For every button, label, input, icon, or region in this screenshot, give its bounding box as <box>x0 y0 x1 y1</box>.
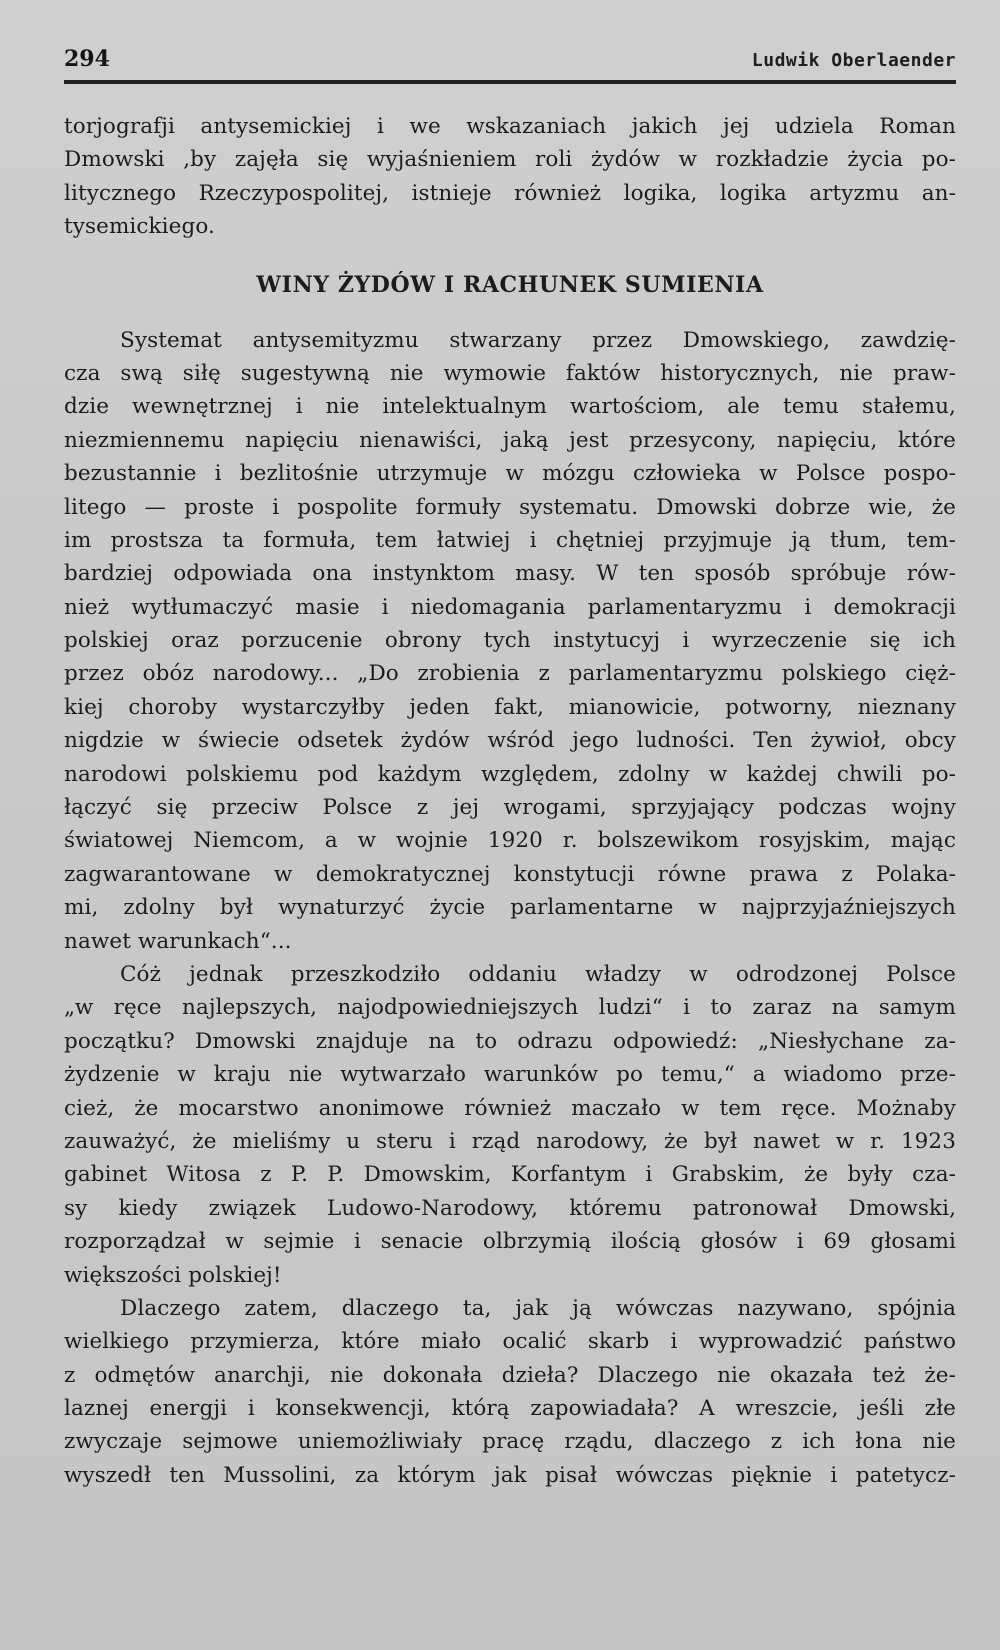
text-line: Dmowski ,by zajęła się wyjaśnieniem roli żydów w rozkładzie życia po- <box>64 147 956 173</box>
intro-paragraph <box>64 110 956 244</box>
text-line: laznej energji i konsekwencji, którą zapowiadała? A wreszcie, jeśli złe <box>64 1396 956 1422</box>
text-line: bezustannie i bezlitośnie utrzymuje w mózgu człowieka w Polsce pospo- <box>64 461 956 487</box>
text-line: nigdzie w świecie odsetek żydów wśród jego ludności. Ten żywioł, obcy <box>64 728 956 754</box>
text-line: cież, że mocarstwo anonimowe również maczało w tem ręce. Możnaby <box>64 1095 956 1121</box>
text-line: wyszedł ten Mussolini, za którym jak pisał wówczas pięknie i patetycz- <box>64 1462 956 1488</box>
page-body <box>64 110 956 1492</box>
text-line: Dlaczego zatem, dlaczego ta, jak ją wówczas nazywano, spójnia <box>120 1295 956 1321</box>
text-line: z odmętów anarchji, nie dokonała dzieła? Dlaczego nie okazała też że- <box>64 1362 956 1388</box>
paragraph-1 <box>64 324 956 958</box>
page-number: 294 <box>64 46 110 72</box>
text-line: Cóż jednak przeszkodziło oddaniu władzy w odrodzonej Polsce <box>120 961 956 987</box>
text-line: cza swą siłę sugestywną nie wymowie faktów historycznych, nie praw- <box>64 360 956 386</box>
text-line: torjografji antysemickiej i we wskazaniach jakich jej udziela Roman <box>64 114 956 139</box>
text-line: wielkiego przymierza, które miało ocalić skarb i wyprowadzić państwo <box>64 1329 956 1355</box>
text-line: żydzenie w kraju nie wytwarzało warunków po temu,“ a wiadomo prze- <box>64 1062 956 1088</box>
text-line: zauważyć, że mieliśmy u steru i rząd narodowy, że był nawet w r. 1923 <box>64 1128 956 1154</box>
text-line: zagwarantowane w demokratycznej konstytucji równe prawa z Polaka- <box>64 861 956 887</box>
text-line: „w ręce najlepszych, najodpowiedniejszych ludzi“ i to zaraz na samym <box>64 995 956 1021</box>
text-line: początku? Dmowski znajduje na to odrazu odpowiedź: „Niesłychane za- <box>64 1028 956 1054</box>
text-line: litego — proste i pospolite formuły systematu. Dmowski dobrze wie, że <box>64 494 956 520</box>
text-line: litycznego Rzeczypospolitej, istnieje również logika, logika artyzmu an- <box>64 180 956 206</box>
text-line: tysemickiego. <box>64 214 215 240</box>
text-line: Systemat antysemityzmu stwarzany przez Dmowskiego, zawdzię- <box>120 327 956 353</box>
section-heading: WINY ŻYDÓW I RACHUNEK SUMIENIA <box>256 271 764 298</box>
text-line: nawet warunkach“... <box>64 928 292 954</box>
text-line: niezmiennemu napięciu nienawiści, jaką jest przesycony, napięciu, które <box>64 427 956 453</box>
text-line: narodowi polskiemu pod każdym względem, zdolny w każdej chwili po- <box>64 761 956 787</box>
header-rule <box>64 80 956 84</box>
text-line: dzie wewnętrznej i nie intelektualnym wartościom, ale temu stałemu, <box>64 394 956 420</box>
paragraph-3 <box>64 1292 956 1492</box>
running-head-author: Ludwik Oberlaender <box>751 50 956 71</box>
text-line: kiej choroby wystarczyłby jeden fakt, mianowicie, potworny, nieznany <box>64 694 956 720</box>
text-line: światowej Niemcom, a w wojnie 1920 r. bolszewikom rosyjskim, mając <box>64 828 956 854</box>
text-line: nież wytłumaczyć masie i niedomagania parlamentaryzmu i demokracji <box>64 594 956 620</box>
text-line: bardziej odpowiada ona instynktom masy. W ten sposób spróbuje rów- <box>64 561 956 587</box>
text-line: rozporządzał w sejmie i senacie olbrzymią ilością głosów i 69 głosami <box>64 1229 956 1255</box>
text-line: im prostsza ta formuła, tem łatwiej i chętniej przyjmuje ją tłum, tem- <box>64 527 956 553</box>
text-line: większości polskiej! <box>64 1262 282 1288</box>
text-line: mi, zdolny był wynaturzyć życie parlamentarne w najprzyjaźniejszych <box>64 895 956 921</box>
text-line: łączyć się przeciw Polsce z jej wrogami, sprzyjający podczas wojny <box>64 795 956 821</box>
text-line: polskiej oraz porzucenie obrony tych instytucyj i wyrzeczenie się ich <box>64 628 956 654</box>
text-line: gabinet Witosa z P. P. Dmowskim, Korfantym i Grabskim, że były cza- <box>64 1162 956 1188</box>
page-header <box>64 42 956 76</box>
text-line: sy kiedy związek Ludowo-Narodowy, któremu patronował Dmowski, <box>64 1195 956 1221</box>
paragraph-2 <box>64 958 956 1292</box>
text-line: zwyczaje sejmowe uniemożliwiały pracę rządu, dlaczego z ich łona nie <box>64 1429 956 1455</box>
text-line: przez obóz narodowy... „Do zrobienia z parlamentaryzmu polskiego cięż- <box>64 661 956 687</box>
